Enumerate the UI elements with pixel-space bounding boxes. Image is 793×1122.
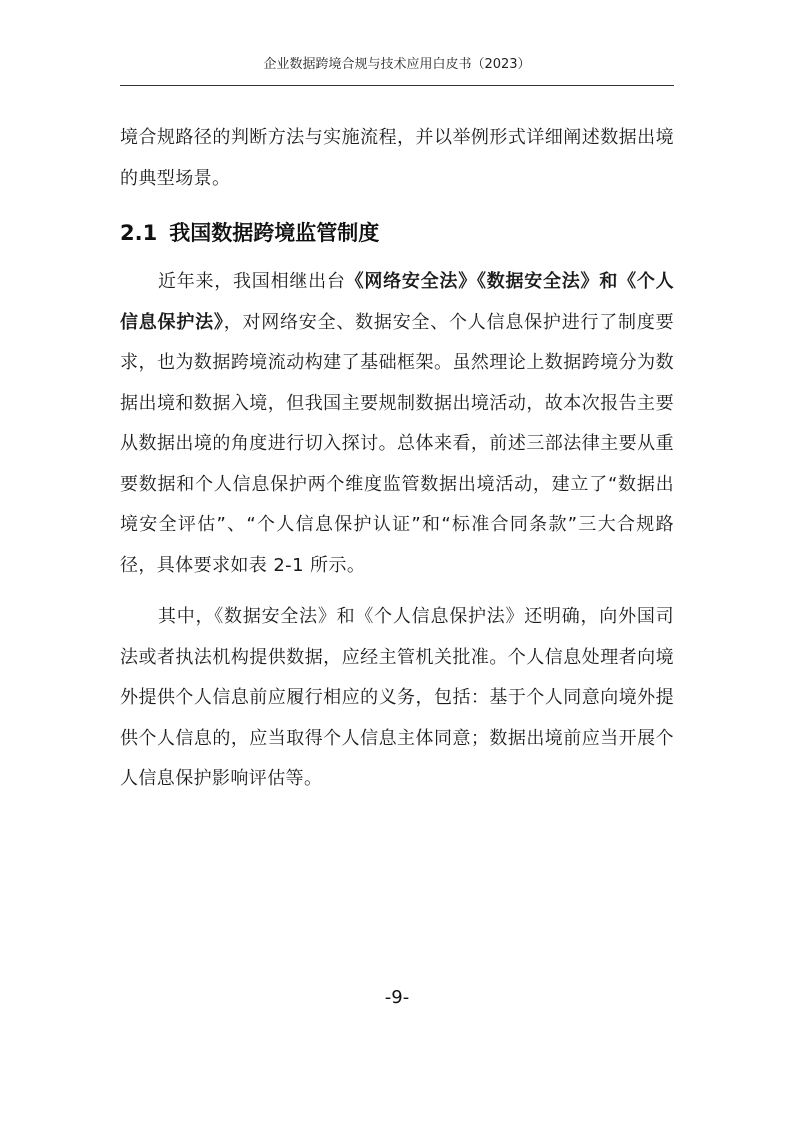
paragraph-obligations: [120, 597, 674, 800]
law-data-security-law: 《数据安全法》: [476, 271, 600, 292]
intro-text: 境合规路径的判断方法与实施流程，并以举例形式详细阐述数据出境的典型场景。: [120, 127, 674, 189]
paragraph-lead-text: 近年来，我国相继出台: [158, 271, 346, 292]
section-number: 2.1: [120, 221, 158, 245]
section-title: 我国数据跨境监管制度: [169, 221, 380, 245]
law-personal-information-protection-law: 《个人信息保护法》: [120, 271, 675, 333]
section-heading: [120, 216, 674, 250]
page-number: -9-: [384, 987, 410, 1008]
law-cybersecurity-law: 《网络安全法》: [345, 271, 477, 292]
header-divider: [120, 85, 674, 86]
paragraph-body-text: ，对网络安全、数据安全、个人信息保护进行了制度要求，也为数据跨境流动构建了基础框架。虽然理论上数据跨境分为数据出境和数据入境，但我国主要规制数据出境活动，故本次报告主要从数据出境的角度进行切入探讨。总体来看，前述三部法律主要从重要数据和个人信息保护两个维度监管数据出境活动，建立了“数据出境安全评估”、“个人信息保护认证”和“标准合同条款”三大合规路径，具体要求如表 2-1 所示。: [120, 311, 674, 576]
running-header: 企业数据跨境合规与技术应用白皮书（2023）: [263, 57, 531, 72]
paragraph-obligations-text: 其中，《数据安全法》和《个人信息保护法》还明确，向外国司法或者执法机构提供数据，应经主管机关批准。个人信息处理者向境外提供个人信息前应履行相应的义务，包括：基于个人同意向境外提供个人信息的，应当取得个人信息主体同意；数据出境前应当开展个人信息保护影响评估等。: [120, 606, 674, 789]
paragraph-regulations: [120, 262, 674, 586]
intro-paragraph: [120, 118, 674, 199]
conjunction-text: 和: [599, 271, 619, 292]
